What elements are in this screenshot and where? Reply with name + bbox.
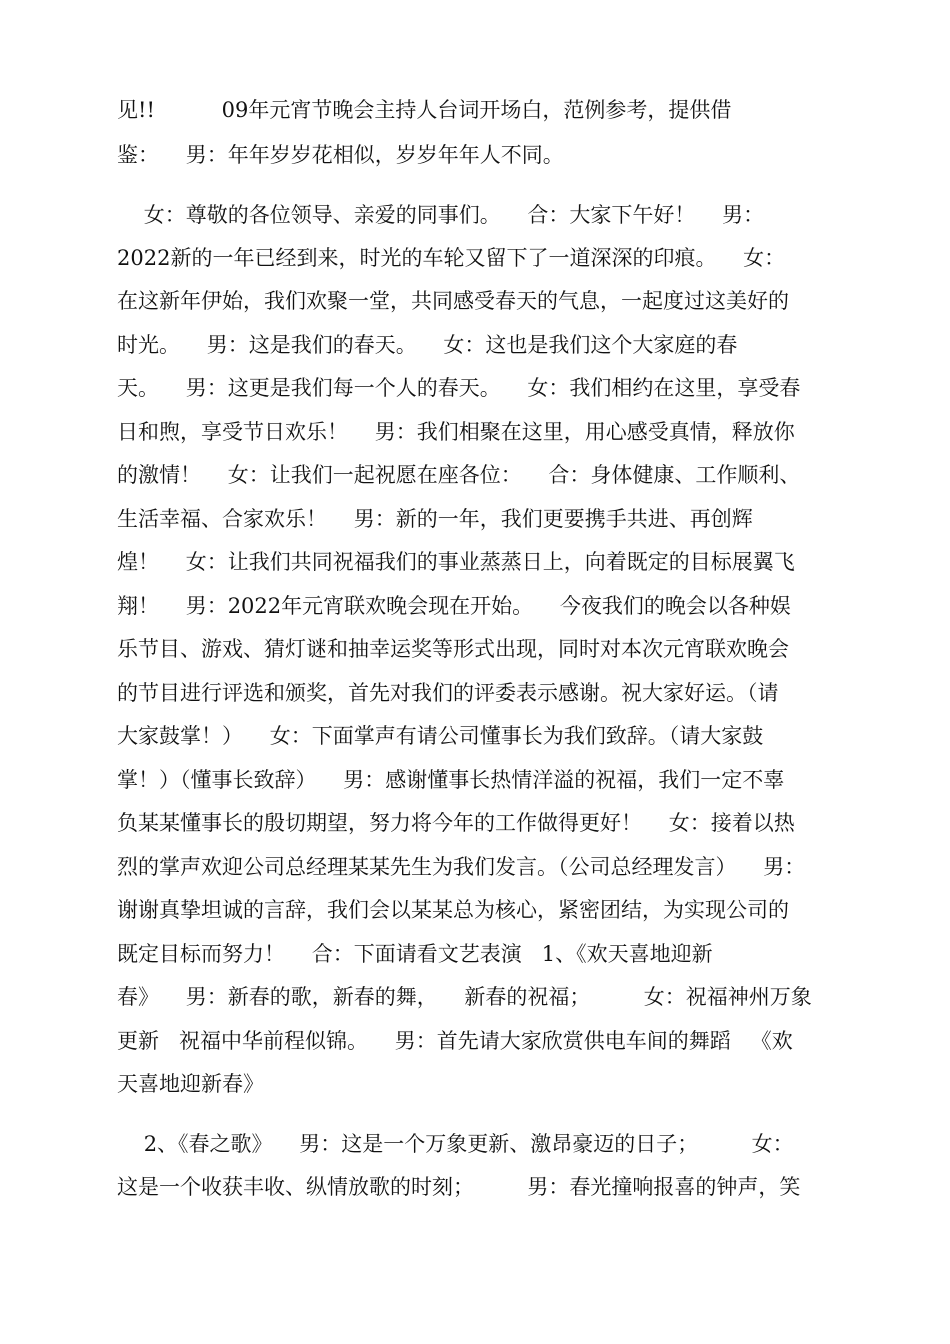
text-line: 的节目进行评选和颁奖，首先对我们的评委表示感谢。祝大家好运。（请 xyxy=(117,681,779,705)
text-line: 既定目标而努力！ 合：下面请看文艺表演 1、《欢天喜地迎新 xyxy=(117,942,713,966)
text-line: 的激情！ 女：让我们一起祝愿在座各位： 合：身体健康、工作顺利、 xyxy=(117,463,801,487)
text-line: 翔！ 男：2022年元宵联欢晚会现在开始。 今夜我们的晚会以各种娱 xyxy=(117,594,791,618)
text-line: 2022新的一年已经到来，时光的车轮又留下了一道深深的印痕。 女： xyxy=(117,246,786,270)
text-line: 这是一个收获丰收、纵情放歌的时刻； 男：春光撞响报喜的钟声，笑 xyxy=(117,1175,801,1199)
text-line: 谢谢真挚坦诚的言辞，我们会以某某总为核心，紧密团结，为实现公司的 xyxy=(117,898,789,922)
text-line: 大家鼓掌！） 女：下面掌声有请公司懂事长为我们致辞。（请大家鼓 xyxy=(117,724,764,748)
text-line: 负某某懂事长的殷切期望，努力将今年的工作做得更好！ 女：接着以热 xyxy=(117,811,795,835)
text-line: 掌！）（懂事长致辞） 男：感谢懂事长热情洋溢的祝福，我们一定不辜 xyxy=(117,768,785,792)
text-line: 鉴： 男：年年岁岁花相似，岁岁年年人不同。 xyxy=(117,143,564,167)
text-line: 更新 祝福中华前程似锦。 男：首先请大家欣赏供电车间的舞蹈 《欢 xyxy=(117,1029,793,1053)
text-line: 乐节目、游戏、猜灯谜和抽幸运奖等形式出现，同时对本次元宵联欢晚会 xyxy=(117,637,789,661)
text-line: 在这新年伊始，我们欢聚一堂，共同感受春天的气息，一起度过这美好的 xyxy=(117,289,789,313)
text-line: 时光。 男：这是我们的春天。 女：这也是我们这个大家庭的春 xyxy=(117,333,738,357)
text-line: 天喜地迎新春》 xyxy=(117,1072,264,1096)
text-line: 日和煦，享受节日欢乐！ 男：我们相聚在这里，用心感受真情，释放你 xyxy=(117,420,795,444)
text-line: 2、《春之歌》 男：这是一个万象更新、激昂豪迈的日子； 女： xyxy=(117,1132,794,1156)
text-line: 烈的掌声欢迎公司总经理某某先生为我们发言。（公司总经理发言） 男： xyxy=(117,855,806,879)
text-line: 春》 男：新春的歌，新春的舞， 新春的祝福； 女：祝福神州万象 xyxy=(117,985,812,1009)
text-line: 天。 男：这更是我们每一个人的春天。 女：我们相约在这里，享受春 xyxy=(117,376,801,400)
text-line: 女：尊敬的各位领导、亲爱的同事们。 合：大家下午好！ 男： xyxy=(117,203,765,227)
text-line: 生活幸福、合家欢乐！ 男：新的一年，我们更要携手共进、再创辉 xyxy=(117,507,753,531)
text-line: 煌！ 女：让我们共同祝福我们的事业蒸蒸日上，向着既定的目标展翼飞 xyxy=(117,550,795,574)
text-line: 见!! 09年元宵节晚会主持人台词开场白，范例参考，提供借 xyxy=(117,98,732,122)
